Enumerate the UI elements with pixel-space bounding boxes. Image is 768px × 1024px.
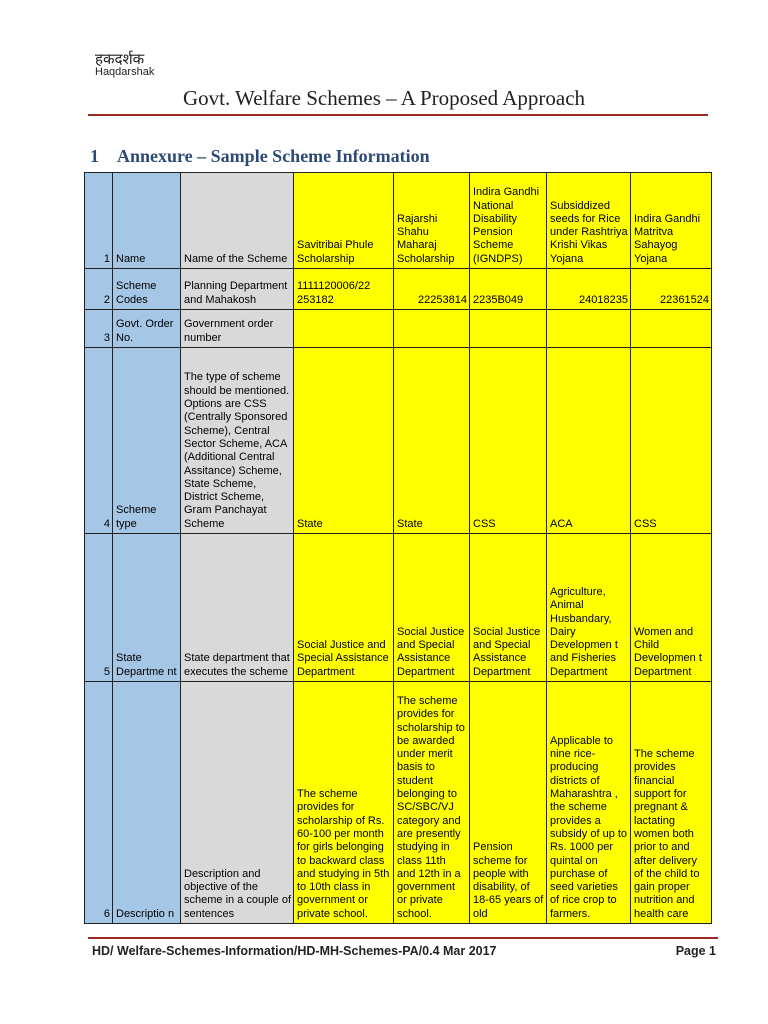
footer-divider: [88, 937, 718, 939]
scheme-value: Indira Gandhi National Disability Pension Scheme (IGNDPS): [470, 173, 547, 269]
row-field: Govt. Order No.: [113, 310, 181, 348]
row-index: 2: [85, 269, 113, 310]
scheme-value: Social Justice and Special Assistance Department: [470, 534, 547, 682]
scheme-info-table: [84, 172, 712, 924]
scheme-value: Agriculture, Animal Husbandary, Dairy Developmen t and Fisheries Department: [547, 534, 631, 682]
scheme-value: CSS: [470, 348, 547, 534]
row-description: Planning Department and Mahakosh: [181, 269, 294, 310]
scheme-value: [394, 310, 470, 348]
table-row-department: [85, 534, 712, 682]
scheme-value: 1111120006/22 253182: [294, 269, 394, 310]
row-description: State department that executes the scheme: [181, 534, 294, 682]
haqdarshak-logo: [95, 50, 154, 78]
footer-document-id: HD/ Welfare-Schemes-Information/HD-MH-Schemes-PA/0.4 Mar 2017: [92, 944, 497, 958]
scheme-value: State: [294, 348, 394, 534]
scheme-value: 22253814: [394, 269, 470, 310]
row-index: 5: [85, 534, 113, 682]
scheme-value: [631, 310, 712, 348]
row-description: The type of scheme should be mentioned. Options are CSS (Centrally Sponsored Scheme), Central Sector Scheme, ACA (Additional Central Assitance) Scheme, State Scheme, District Scheme, Gram Panchayat Scheme: [181, 348, 294, 534]
scheme-value: Savitribai Phule Scholarship: [294, 173, 394, 269]
table-row-type: [85, 348, 712, 534]
table-row-name: [85, 173, 712, 269]
row-field: Scheme type: [113, 348, 181, 534]
row-field: Name: [113, 173, 181, 269]
scheme-value: Social Justice and Special Assistance Department: [294, 534, 394, 682]
section-heading: [90, 146, 430, 167]
row-field: Scheme Codes: [113, 269, 181, 310]
row-field: Descriptio n: [113, 682, 181, 924]
scheme-value: 22361524: [631, 269, 712, 310]
scheme-value: [294, 310, 394, 348]
scheme-value: Indira Gandhi Matritva Sahayog Yojana: [631, 173, 712, 269]
scheme-value: Applicable to nine rice-producing districts of Maharashtra , the scheme provides a subsidy of up to Rs. 1000 per quintal on purchase of seed varieties of rice crop to farmers.: [547, 682, 631, 924]
row-index: 3: [85, 310, 113, 348]
scheme-value: 2235B049: [470, 269, 547, 310]
logo-hindi-text: हकदर्शक: [95, 50, 145, 68]
scheme-value: Social Justice and Special Assistance Department: [394, 534, 470, 682]
table-row-order: [85, 310, 712, 348]
scheme-value: ACA: [547, 348, 631, 534]
title-divider: [88, 114, 708, 116]
table-row-codes: [85, 269, 712, 310]
row-index: 1: [85, 173, 113, 269]
scheme-value: [470, 310, 547, 348]
scheme-value: The scheme provides for scholarship of Rs. 60-100 per month for girls belonging to backward class and studying in 5th to 10th class in government or private school.: [294, 682, 394, 924]
scheme-value: Women and Child Developmen t Department: [631, 534, 712, 682]
row-description: Government order number: [181, 310, 294, 348]
table-row-description: [85, 682, 712, 924]
scheme-value: State: [394, 348, 470, 534]
scheme-value: Rajarshi Shahu Maharaj Scholarship: [394, 173, 470, 269]
scheme-value: The scheme provides financial support for pregnant & lactating women both prior to and after delivery of the child to gain proper nutrition and health care: [631, 682, 712, 924]
scheme-value: The scheme provides for scholarship to be awarded under merit basis to student belonging to SC/SBC/VJ category and are presently studying in class 11th and 12th in a government or private school.: [394, 682, 470, 924]
scheme-value: CSS: [631, 348, 712, 534]
row-index: 4: [85, 348, 113, 534]
row-description: Description and objective of the scheme in a couple of sentences: [181, 682, 294, 924]
footer-page-number: Page 1: [675, 944, 716, 958]
scheme-value: 24018235: [547, 269, 631, 310]
document-title: Govt. Welfare Schemes – A Proposed Approach: [182, 86, 586, 110]
scheme-value: Subsiddized seeds for Rice under Rashtriya Krishi Vikas Yojana: [547, 173, 631, 269]
row-field: State Departme nt: [113, 534, 181, 682]
logo-latin-text: Haqdarshak: [95, 66, 155, 78]
section-number: 1: [90, 146, 99, 166]
row-description: Name of the Scheme: [181, 173, 294, 269]
section-title: Annexure – Sample Scheme Information: [117, 146, 430, 166]
scheme-value: Pension scheme for people with disability, of 18-65 years of old: [470, 682, 547, 924]
row-index: 6: [85, 682, 113, 924]
scheme-value: [547, 310, 631, 348]
